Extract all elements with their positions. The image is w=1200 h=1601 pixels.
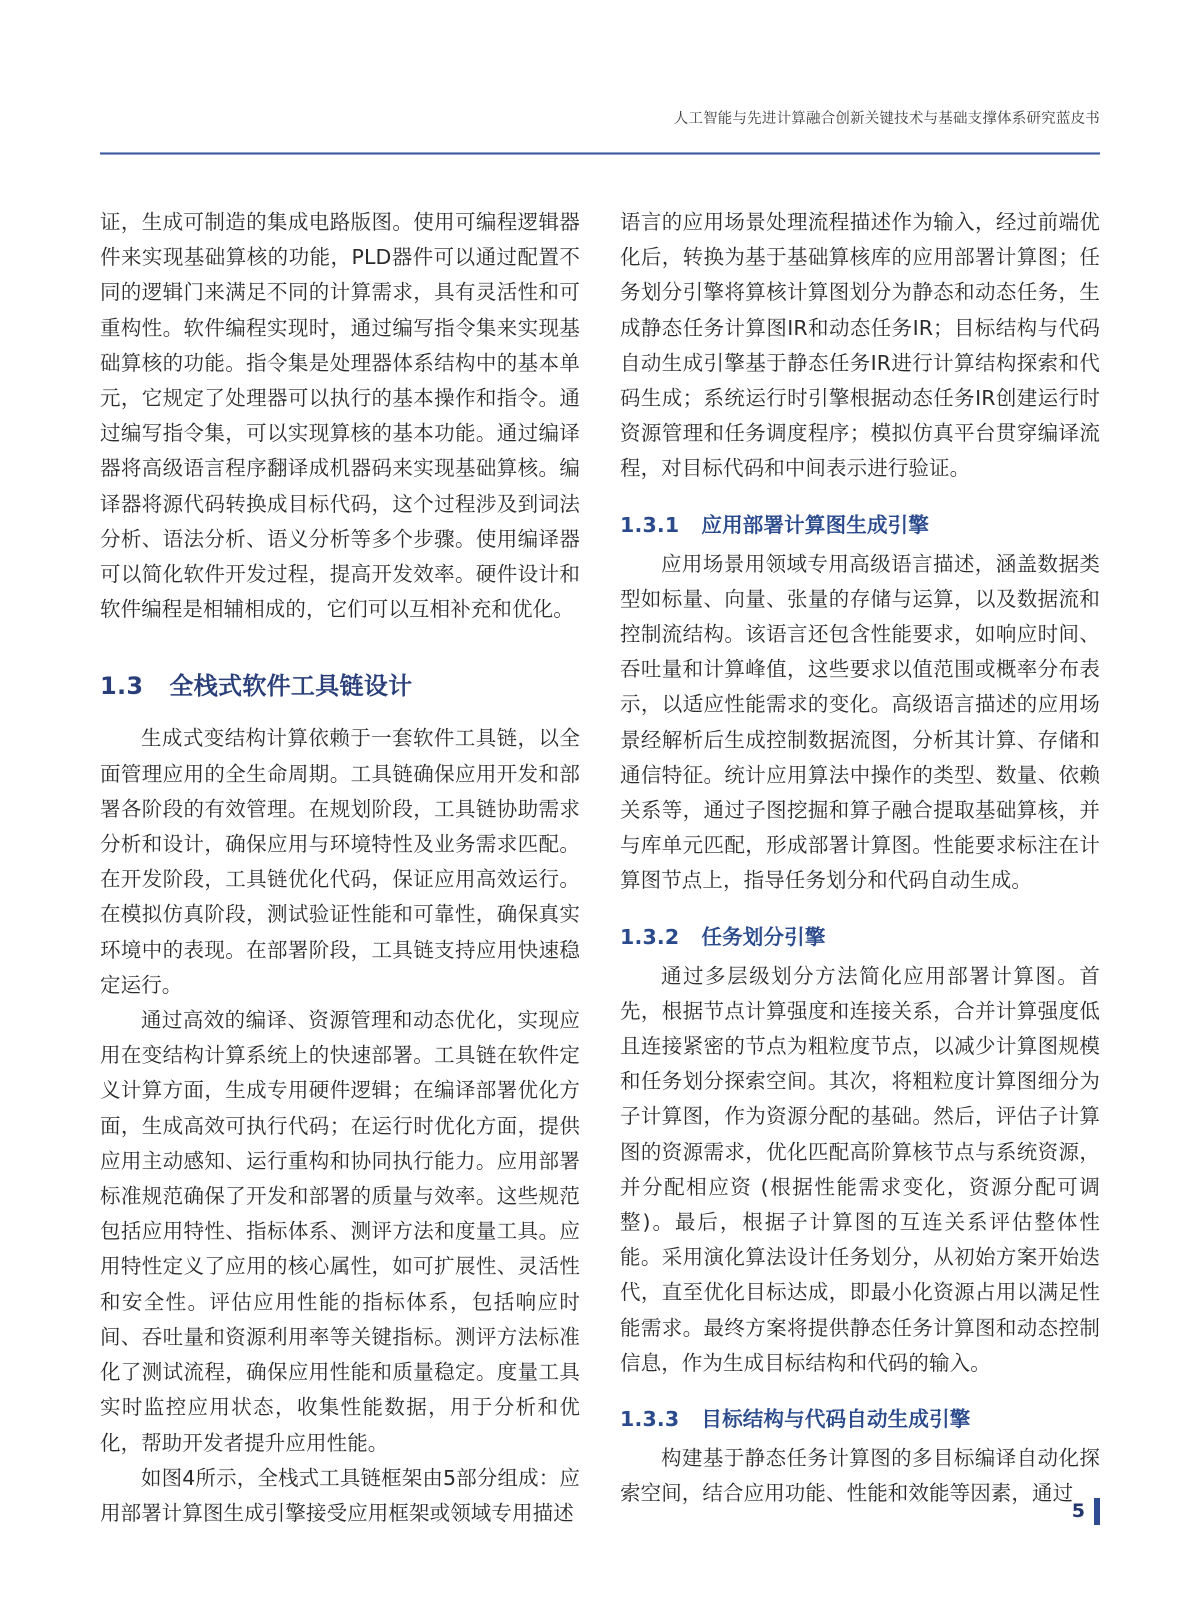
paragraph-figure4-reference: 如图4所示，全栈式工具链框架由5部分组成：应用部署计算图生成引擎接受应用框架或领域专用描述 xyxy=(100,1465,580,1525)
spacer xyxy=(100,627,580,669)
spacer xyxy=(100,703,580,721)
subsection-title: 应用部署计算图生成引擎 xyxy=(701,512,930,537)
subsection-title: 任务划分引擎 xyxy=(701,924,826,949)
subsection-title: 目标结构与代码自动生成引擎 xyxy=(701,1407,971,1432)
spacer xyxy=(620,487,1100,509)
paragraph-dsl-description: 应用场景用领域专用高级语言描述，涵盖数据类型如标量、向量、张量的存储与运算，以及数据流和控制流结构。该语言还包含性能要求，如响应时间、吞吐量和计算峰值，这些要求以值范围或概率分布表示，以适应性能需求的变化。高级语言描述的应用场景经解析后生成控制数据流图，分析其计算、存储和通信特征。统计应用算法中操作的类型、数量、依赖关系等，通过子图挖掘和算子融合提取基础算核，并与库单元匹配，形成部署计算图。性能要求标注在计算图节点上，指导任务划分和代码自动生成。 xyxy=(620,551,1100,893)
paragraph-toolchain-pipeline: 语言的应用场景处理流程描述作为输入，经过前端优化后，转换为基于基础算核库的应用部署计算图；任务划分引擎将算核计算图划分为静态和动态任务，生成静态任务计算图IR和动态任务IR；目标结构与代码自动生成引擎基于静态任务IR进行计算结构探索和代码生成；系统运行时引擎根据动态任务IR创建运行时资源管理和任务调度程序；模拟仿真平台贯穿编译流程，对目标代码和中间表示进行验证。 xyxy=(620,210,1100,481)
subsection-heading-1-3-3 xyxy=(620,1403,1100,1435)
section-heading-1-3 xyxy=(100,669,580,703)
spacer xyxy=(620,1381,1100,1403)
paragraph-toolchain-lifecycle: 生成式变结构计算依赖于一套软件工具链，以全面管理应用的全生命周期。工具链确保应用开发和部署各阶段的有效管理。在规划阶段，工具链协助需求分析和设计，确保应用与环境特性及业务需求匹配。在开发阶段，工具链优化代码，保证应用高效运行。在模拟仿真阶段，测试验证性能和可靠性，确保真实环境中的表现。在部署阶段，工具链支持应用快速稳定运行。 xyxy=(100,726,580,997)
subsection-number: 1.3.2 xyxy=(620,924,680,949)
page-footer xyxy=(1072,1496,1100,1526)
paragraph-compile-resource-optimization: 通过高效的编译、资源管理和动态优化，实现应用在变结构计算系统上的快速部署。工具链在软件定义计算方面，生成专用硬件逻辑；在编译部署优化方面，生成高效可执行代码；在运行时优化方面，提供应用主动感知、运行重构和协同执行能力。应用部署标准规范确保了开发和部署的质量与效率。这些规范包括应用特性、指标体系、测评方法和度量工具。应用特性定义了应用的核心属性，如可扩展性、灵活性和安全性。评估应用性能的指标体系，包括响应时间、吞吐量和资源利用率等关键指标。测评方法标准化了测试流程，确保应用性能和质量稳定。度量工具实时监控应用状态，收集性能数据，用于分析和优化，帮助开发者提升应用性能。 xyxy=(100,1008,580,1455)
paragraph-continued-hardware-software: 证，生成可制造的集成电路版图。使用可编程逻辑器件来实现基础算核的功能，PLD器件可以通过配置不同的逻辑门来满足不同的计算需求，具有灵活性和可重构性。软件编程实现时，通过编写指令集来实现基础算核的功能。指令集是处理器体系结构中的基本单元，它规定了处理器可以执行的基本操作和指令。通过编写指令集，可以实现算核的基本功能。通过编译器将高级语言程序翻译成机器码来实现基础算核。编译器将源代码转换成目标代码，这个过程涉及到词法分析、语法分析、语义分析等多个步骤。使用编译器可以简化软件开发过程，提高开发效率。硬件设计和软件编程是相辅相成的，它们可以互相补充和优化。 xyxy=(100,210,580,622)
subsection-heading-1-3-2 xyxy=(620,921,1100,953)
header-divider-rule xyxy=(100,152,1100,155)
section-number: 1.3 xyxy=(100,672,144,701)
page-number-accent-bar xyxy=(1094,1498,1100,1525)
right-column xyxy=(620,205,1100,1506)
paragraph-codegen-exploration: 构建基于静态任务计算图的多目标编译自动化探索空间，结合应用功能、性能和效能等因素，通过 xyxy=(620,1446,1100,1506)
subsection-number: 1.3.3 xyxy=(620,1407,680,1432)
paragraph-task-partitioning: 通过多层级划分方法简化应用部署计算图。首先，根据节点计算强度和连接关系，合并计算强度低且连接紧密的节点为粗粒度节点，以减少计算图规模和任务划分探索空间。其次，将粗粒度计算图细分为子计算图，作为资源分配的基础。然后，评估子计算图的资源需求，优化匹配高阶算核节点与系统资源，并分配相应资 (根据性能需求变化，资源分配可调整)。最后，根据子计算图的互连关系评估整体性能。采用演化算法设计任务划分，从初始方案开始迭代，直至优化目标达成，即最小化资源占用以满足性能需求。最终方案将提供静态任务计算图和动态控制信息，作为生成目标结构和代码的输入。 xyxy=(620,963,1100,1375)
header-title: 人工智能与先进计算融合创新关键技术与基础支撑体系研究蓝皮书 xyxy=(673,111,1100,127)
subsection-number: 1.3.1 xyxy=(620,512,680,537)
running-header xyxy=(100,108,1100,154)
page-number: 5 xyxy=(1071,1500,1085,1522)
left-column xyxy=(100,205,580,1525)
section-title: 全栈式软件工具链设计 xyxy=(169,672,413,701)
two-column-body xyxy=(100,205,1100,1525)
subsection-heading-1-3-1 xyxy=(620,509,1100,541)
spacer xyxy=(620,899,1100,921)
